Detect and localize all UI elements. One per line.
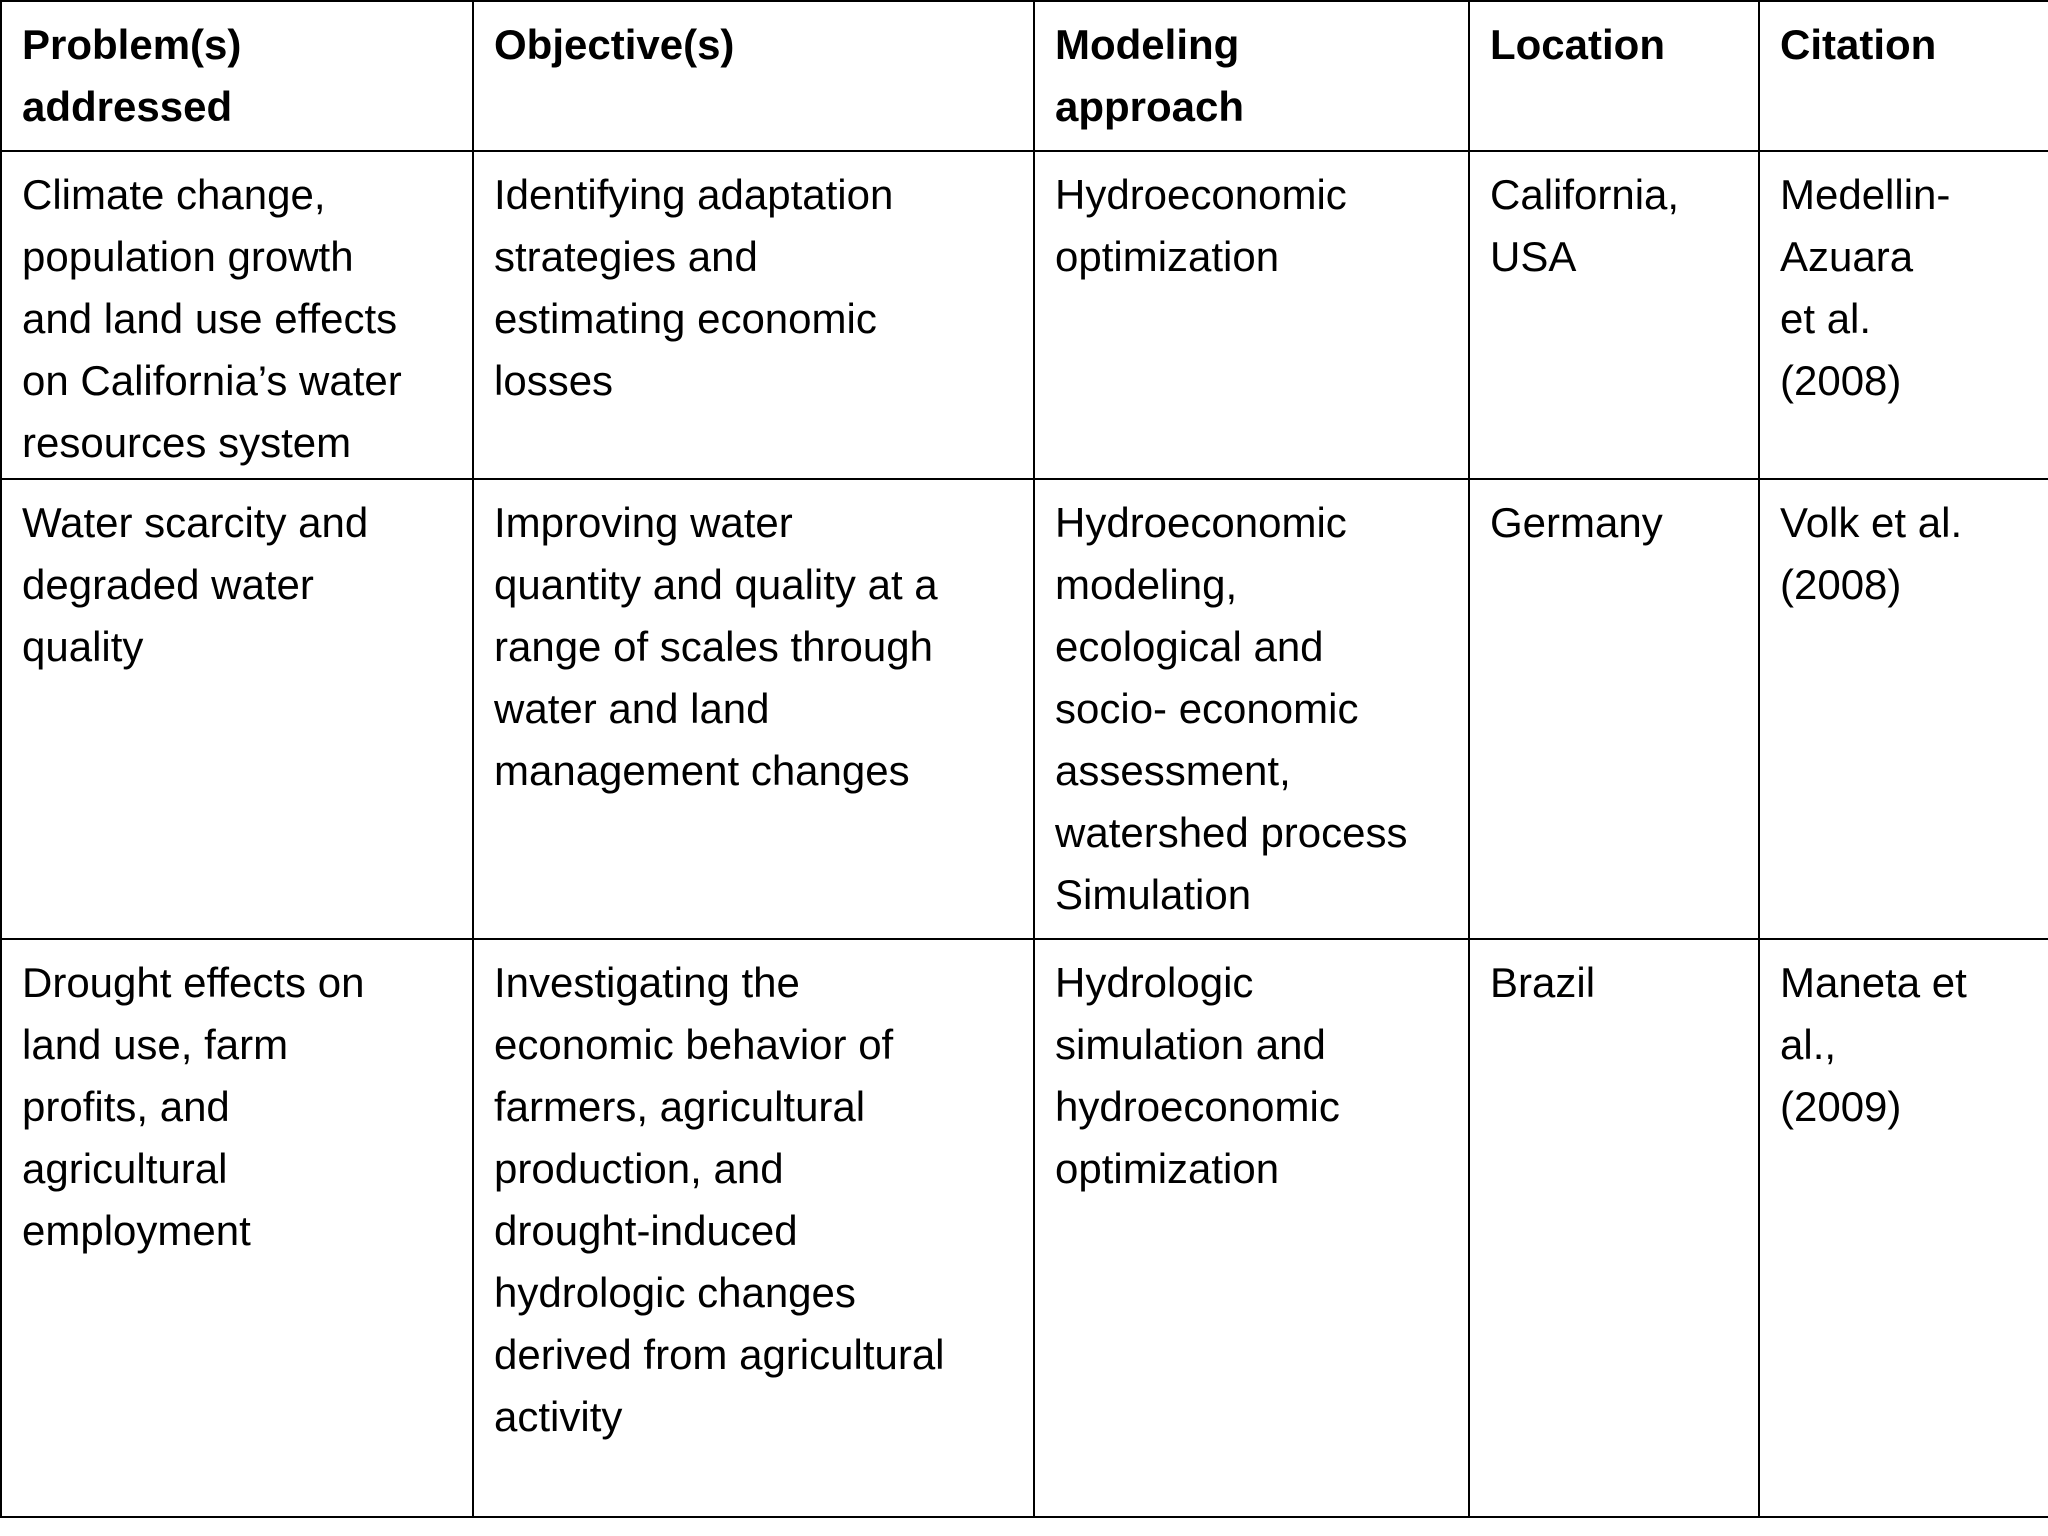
table-row [1, 151, 2048, 479]
cell-location: California, USA [1469, 151, 1759, 479]
cell-problems: Climate change, population growth and land use effects on California’s water resources system [1, 151, 473, 479]
cell-problems: Drought effects on land use, farm profits, and agricultural employment [1, 939, 473, 1517]
cell-location: Germany [1469, 479, 1759, 939]
table-row [1, 479, 2048, 939]
cell-citation: Volk et al. (2008) [1759, 479, 2048, 939]
header-modeling-approach: Modeling approach [1034, 1, 1469, 151]
header-objectives: Objective(s) [473, 1, 1034, 151]
cell-objectives: Improving water quantity and quality at a range of scales through water and land management changes [473, 479, 1034, 939]
cell-citation: Medellin- Azuara et al. (2008) [1759, 151, 2048, 479]
header-location: Location [1469, 1, 1759, 151]
cell-modeling-approach: Hydroeconomic modeling, ecological and socio- economic assessment, watershed process Simulation [1034, 479, 1469, 939]
table-row [1, 939, 2048, 1517]
cell-location: Brazil [1469, 939, 1759, 1517]
cell-modeling-approach: Hydrologic simulation and hydroeconomic optimization [1034, 939, 1469, 1517]
header-citation: Citation [1759, 1, 2048, 151]
cell-objectives: Investigating the economic behavior of farmers, agricultural production, and drought-induced hydrologic changes derived from agricultural activity [473, 939, 1034, 1517]
cell-citation: Maneta et al., (2009) [1759, 939, 2048, 1517]
header-problems: Problem(s) addressed [1, 1, 473, 151]
cell-problems: Water scarcity and degraded water quality [1, 479, 473, 939]
cell-modeling-approach: Hydroeconomic optimization [1034, 151, 1469, 479]
cell-objectives: Identifying adaptation strategies and estimating economic losses [473, 151, 1034, 479]
header-row [1, 1, 2048, 151]
